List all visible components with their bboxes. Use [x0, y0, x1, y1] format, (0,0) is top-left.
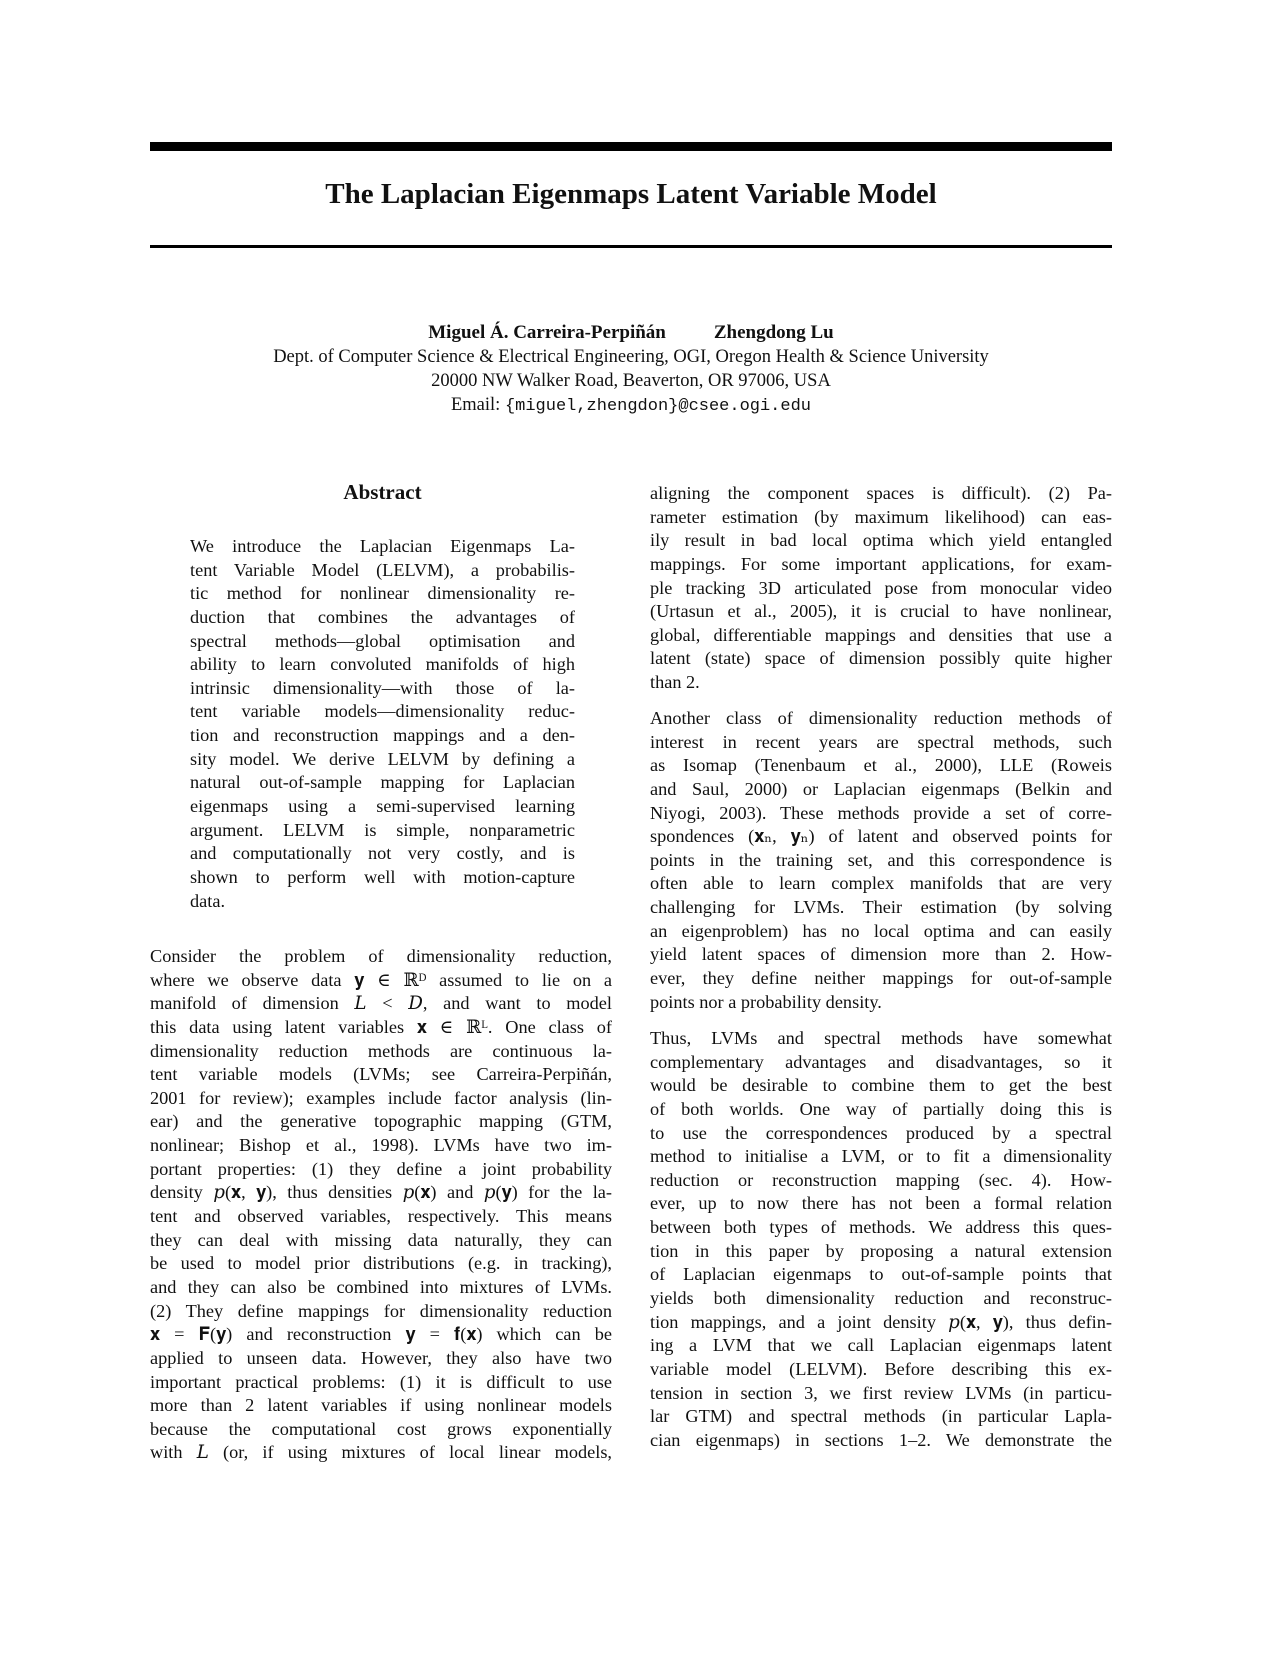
- text-line: mappings. For some important applications, for exam-: [650, 553, 1112, 574]
- intro-paragraph-3: [650, 707, 1112, 1014]
- text-line: rameter estimation (by maximum likelihood) can eas-: [650, 506, 1112, 527]
- text-line: ing a LVM that we call Laplacian eigenmaps latent: [650, 1335, 1112, 1356]
- author-name: Miguel Á. Carreira-Perpiñán: [428, 322, 666, 343]
- text-line: cian eigenmaps) in sections 1–2. We demonstrate the: [650, 1429, 1112, 1450]
- text-line: yield latent spaces of dimension more than 2. How-: [650, 944, 1112, 965]
- text-line: spondences (𝐱ₙ, 𝐲ₙ) of latent and observed points for: [650, 826, 1112, 847]
- text-line: Another class of dimensionality reduction methods of: [650, 708, 1112, 728]
- text-line: an eigenproblem) has no local optima and can easily: [650, 920, 1112, 941]
- abstract-heading: Abstract: [343, 480, 422, 504]
- text-line: manifold of dimension 𝐿 < 𝐷, and want to model: [150, 993, 612, 1014]
- text-line: We introduce the Laplacian Eigenmaps La-: [190, 536, 575, 556]
- text-line: portant properties: (1) they define a joint probability: [150, 1158, 612, 1179]
- affiliation: Dept. of Computer Science & Electrical Engineering, OGI, Oregon Health & Science University: [273, 347, 989, 367]
- text-line: density 𝑝(𝐱, 𝐲), thus densities 𝑝(𝐱) and 𝑝(𝐲) for the la-: [150, 1182, 612, 1203]
- text-line: tion in this paper by proposing a natural extension: [650, 1240, 1112, 1261]
- text-line: ever, they define neither mappings for out-of-sample: [650, 968, 1112, 989]
- text-line: often able to learn complex manifolds that are very: [650, 873, 1112, 894]
- text-line: where we observe data 𝐲 ∈ ℝᴰ assumed to lie on a: [150, 969, 612, 990]
- text-line: ily result in bad local optima which yield entangled: [650, 530, 1112, 551]
- text-line: argument. LELVM is simple, nonparametric: [190, 819, 575, 840]
- text-line: sity model. We derive LELVM by defining a: [190, 748, 575, 769]
- text-line: tic method for nonlinear dimensionality re-: [190, 583, 575, 604]
- text-line: lar GTM) and spectral methods (in particular Lapla-: [650, 1406, 1112, 1427]
- text-line: latent (state) space of dimension possibly quite higher: [650, 648, 1112, 669]
- text-line: tion mappings, and a joint density 𝑝(𝐱, 𝐲), thus defin-: [650, 1311, 1112, 1332]
- text-line: to use the correspondences produced by a spectral: [650, 1122, 1112, 1143]
- text-line: reduction or reconstruction mapping (sec. 4). How-: [650, 1169, 1112, 1190]
- text-line: tion and reconstruction mappings and a den-: [190, 725, 575, 746]
- text-line: spectral methods—global optimisation and: [190, 630, 575, 651]
- email-line: [100, 395, 1162, 416]
- text-line: and Saul, 2000) or Laplacian eigenmaps (Belkin and: [650, 778, 1112, 799]
- text-line: challenging for LVMs. Their estimation (by solving: [650, 897, 1112, 918]
- text-line: global, differentiable mappings and densities that use a: [650, 624, 1112, 645]
- text-line: (Urtasun et al., 2005), it is crucial to have nonlinear,: [650, 601, 1112, 622]
- text-line: points in the training set, and this correspondence is: [650, 849, 1112, 870]
- text-line: duction that combines the advantages of: [190, 606, 575, 627]
- text-line: tent and observed variables, respectively. This means: [150, 1206, 612, 1227]
- text-line: 2001 for review); examples include factor analysis (lin-: [150, 1087, 612, 1108]
- authors: [150, 322, 1112, 344]
- text-line: method to initialise a LVM, or to fit a dimensionality: [650, 1146, 1112, 1167]
- top-rule: [150, 142, 1112, 151]
- text-line: natural out-of-sample mapping for Laplacian: [190, 772, 575, 793]
- email: {miguel,zhengdon}@csee.ogi.edu: [504, 397, 811, 416]
- text-line: data.: [190, 890, 226, 911]
- text-line: with 𝐿 (or, if using mixtures of local linear models,: [150, 1442, 612, 1463]
- text-line: applied to unseen data. However, they also have two: [150, 1347, 612, 1368]
- text-line: nonlinear; Bishop et al., 1998). LVMs have two im-: [150, 1135, 612, 1156]
- text-line: yields both dimensionality reduction and reconstruc-: [650, 1288, 1112, 1309]
- text-line: they can deal with missing data naturally, they can: [150, 1229, 612, 1250]
- text-line: points nor a probability density.: [650, 991, 882, 1012]
- text-line: more than 2 latent variables if using nonlinear models: [150, 1395, 612, 1416]
- text-line: dimensionality reduction methods are continuous la-: [150, 1040, 612, 1061]
- text-line: as Isomap (Tenenbaum et al., 2000), LLE (Roweis: [650, 755, 1112, 776]
- text-line: ability to learn convoluted manifolds of high: [190, 654, 575, 675]
- text-line: this data using latent variables 𝐱 ∈ ℝᴸ. One class of: [150, 1016, 612, 1037]
- intro-paragraph-4: [650, 1027, 1112, 1453]
- text-line: shown to perform well with motion-capture: [190, 866, 575, 887]
- text-line: Thus, LVMs and spectral methods have somewhat: [650, 1028, 1112, 1048]
- text-line: of Laplacian eigenmaps to out-of-sample points that: [650, 1264, 1112, 1285]
- text-line: and computationally not very costly, and is: [190, 843, 575, 864]
- text-line: aligning the component spaces is difficult). (2) Pa-: [650, 483, 1112, 503]
- text-line: complementary advantages and disadvantages, so it: [650, 1051, 1112, 1072]
- author-name: Zhengdong Lu: [713, 322, 834, 343]
- text-line: tent Variable Model (LELVM), a probabilis-: [190, 559, 575, 580]
- text-line: ple tracking 3D articulated pose from monocular video: [650, 577, 1112, 598]
- text-line: variable model (LELVM). Before describing this ex-: [650, 1358, 1112, 1379]
- text-line: tent variable models (LVMs; see Carreira-Perpiñán,: [150, 1064, 612, 1085]
- title-rule: [150, 245, 1112, 248]
- text-line: because the computational cost grows exponentially: [150, 1418, 612, 1439]
- text-line: and they can also be combined into mixtures of LVMs.: [150, 1276, 612, 1297]
- text-line: between both types of methods. We address this ques-: [650, 1217, 1112, 1238]
- intro-paragraph-1: [150, 945, 612, 1465]
- text-line: tension in section 3, we first review LVMs (in particu-: [650, 1382, 1112, 1403]
- text-line: 𝐱 = 𝐅(𝐲) and reconstruction 𝐲 = 𝐟(𝐱) which can be: [150, 1324, 612, 1345]
- text-line: tent variable models—dimensionality reduc-: [190, 701, 575, 722]
- text-line: intrinsic dimensionality—with those of la-: [190, 677, 575, 698]
- text-line: ear) and the generative topographic mapping (GTM,: [150, 1111, 612, 1132]
- text-line: eigenmaps using a semi-supervised learning: [190, 796, 575, 817]
- text-line: of both worlds. One way of partially doing this is: [650, 1098, 1112, 1119]
- text-line: (2) They define mappings for dimensionality reduction: [150, 1300, 612, 1321]
- text-line: Consider the problem of dimensionality reduction,: [150, 946, 612, 966]
- paper-title: The Laplacian Eigenmaps Latent Variable Model: [325, 178, 937, 210]
- address: 20000 NW Walker Road, Beaverton, OR 97006, USA: [431, 371, 831, 391]
- intro-paragraph-2: [650, 482, 1112, 695]
- text-line: be used to model prior distributions (e.g. in tracking),: [150, 1253, 612, 1274]
- text-line: would be desirable to combine them to get the best: [650, 1075, 1112, 1096]
- text-line: ever, up to now there has not been a formal relation: [650, 1193, 1112, 1214]
- text-line: Niyogi, 2003). These methods provide a set of corre-: [650, 802, 1112, 823]
- abstract-text: [190, 535, 575, 913]
- text-line: interest in recent years are spectral methods, such: [650, 731, 1112, 752]
- text-line: important practical problems: (1) it is difficult to use: [150, 1371, 612, 1392]
- text-line: than 2.: [650, 672, 700, 693]
- email-label: Email:: [450, 395, 501, 415]
